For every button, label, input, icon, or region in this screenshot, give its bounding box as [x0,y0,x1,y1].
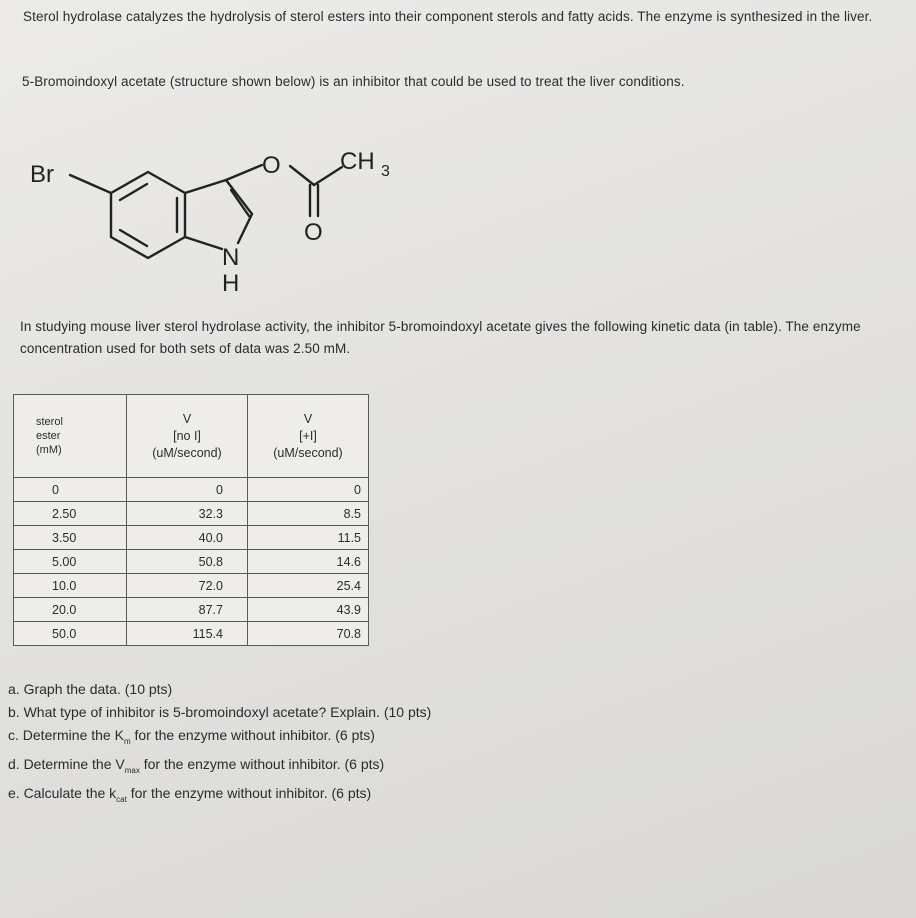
question-d: d. Determine the $V_{max}$ for the enzyme without inhibitor. (6 pts) [8,755,385,775]
table-cell: 0 [127,478,248,502]
table-cell: 87.7 [127,598,248,622]
intro-paragraph: Sterol hydrolase catalyzes the hydrolysis of sterol esters into their component sterols and fatty acids. The enzyme is synthesized in the liver. [23,9,873,24]
table-row [14,502,369,526]
table-row [14,622,369,646]
chemical-structure [0,130,460,310]
carbonyl-oxygen-label: O [304,219,323,246]
column-header-with-inhibitor: V [+I] (uM/second) [248,395,369,478]
table-cell: 20.0 [14,598,127,622]
table-header-row [14,395,369,478]
nitrogen-label: N [222,244,240,271]
table-cell: 0 [248,478,369,502]
kinetic-data-table [13,394,369,646]
table-row [14,574,369,598]
table-cell: 43.9 [248,598,369,622]
table-cell: 115.4 [127,622,248,646]
table-cell: 50.8 [127,550,248,574]
table-cell: 25.4 [248,574,369,598]
methyl-ch-label: CH [340,148,375,175]
table-cell: 2.50 [14,502,127,526]
inhibitor-paragraph: 5-Bromoindoxyl acetate (structure shown below) is an inhibitor that could be used to treat the liver conditions. [22,74,685,89]
question-list [8,678,431,810]
table-row [14,598,369,622]
table-row [14,550,369,574]
table-cell: 72.0 [127,574,248,598]
table-cell: 50.0 [14,622,127,646]
column-header-no-inhibitor: V [no I] (uM/second) [127,395,248,478]
table-row [14,478,369,502]
ester-oxygen-label: O [262,152,281,179]
table-cell: 40.0 [127,526,248,550]
table-cell: 10.0 [14,574,127,598]
table-cell: 14.6 [248,550,369,574]
table-cell: 32.3 [127,502,248,526]
table-row [14,526,369,550]
question-e: e. Calculate the $k_{cat}$ for the enzyme without inhibitor. (6 pts) [8,784,372,804]
question-b: b. What type of inhibitor is 5-bromoindoxyl acetate? Explain. (10 pts) [8,704,432,720]
methyl-subscript: 3 [381,163,390,180]
hydrogen-label: H [222,270,240,297]
table-cell: 3.50 [14,526,127,550]
bromine-label: Br [30,161,54,188]
table-cell: 70.8 [248,622,369,646]
table-cell: 8.5 [248,502,369,526]
question-a: a. Graph the data. (10 pts) [8,681,173,697]
column-header-substrate: sterol ester (mM) [14,395,127,478]
table-cell: 5.00 [14,550,127,574]
question-c: c. Determine the $K_m$ for the enzyme without inhibitor. (6 pts) [8,727,375,746]
table-cell: 0 [14,478,127,502]
study-paragraph: In studying mouse liver sterol hydrolase activity, the inhibitor 5-bromoindoxyl acetate gives the following kinetic data (in table). The enzyme concentration used for both sets of data was 2.50 mM. [20,319,861,356]
table-cell: 11.5 [248,526,369,550]
